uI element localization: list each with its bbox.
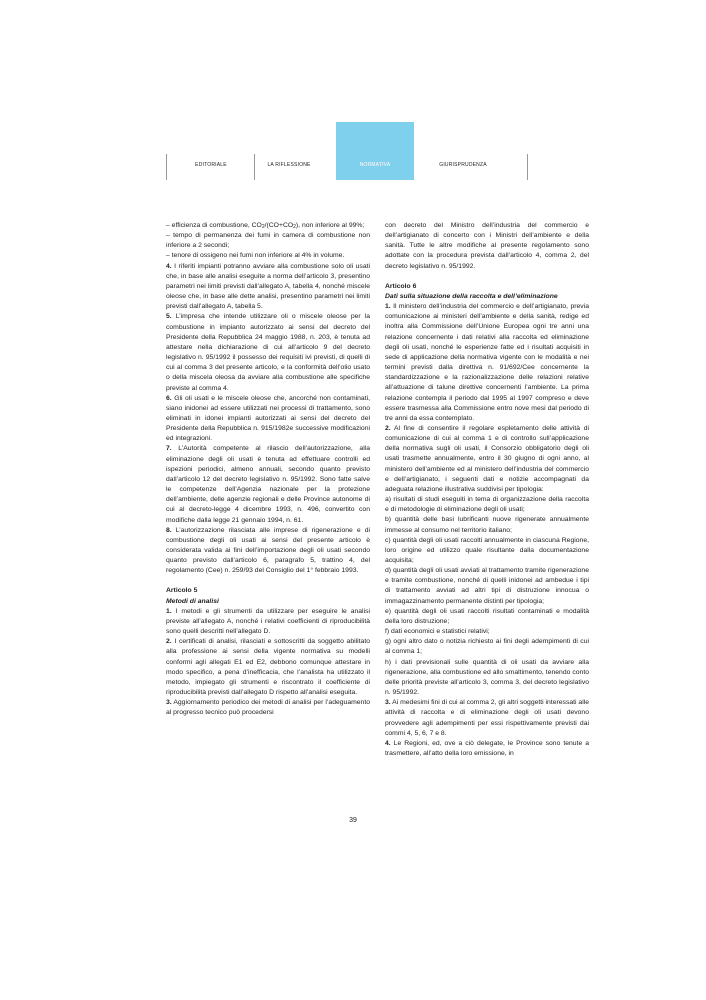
article-heading: Articolo 5	[166, 587, 198, 595]
paragraph: 2. Al fine di consentire il regolare espletamento delle attività di comunicazione di cui al comma 1 e di controllo sull’applicazione della normativa sugli oli usati, il Consorzio obbligatorio degli oli usati trasmette annualmente, entro il 30 giugno di ogni anno, al ministero dell’ambiente ed al ministero dell’industria del commercio e dell’artigianato, i seguenti dati e notizie accompagnati da adeguata relazione illustrativa suddivisi per tipologia:	[385, 424, 589, 493]
page-number: 39	[349, 817, 357, 824]
paragraph: 7. L’Autorità competente al rilascio dell’autorizzazione, alla eliminazione degli oli usati è tenuta ad effettuare controlli ed ispezioni periodici, almeno annuali, secondo quanto previsto dall’articolo 12 del decreto legislativo n. 95/1992. Sono fatte salve le competenze dell’Agenzia nazionale per la protezione dell’ambiente, delle agenzie regionali e delle Province autonome di cui al decreto-legge 4 dicembre 1993, n. 496, convertito con modifiche dalla legge 21 gennaio 1994, n. 61.	[166, 445, 370, 524]
paragraph: 2. I certificati di analisi, rilasciati e sottoscritti da soggetto abilitato alla professione ai sensi della vigente normativa su modelli conformi agli allegati E1 ed E2, debbono comunque attestare in modo specifico, a pena d’inefficacia, che l’analista ha utilizzato il metodo, impiegato gli strumenti e riscontrato il coefficiente di riproducibilità previsti dall’allegato D rispetto all’analisi eseguita.	[166, 638, 370, 697]
right-column	[385, 221, 589, 759]
paragraph: 1. I metodi e gli strumenti da utilizzare per eseguire le analisi previste all’allegato A, nonché i relativi coefficienti di riproducibilità sono quelli descritti nell’allegato D.	[166, 607, 370, 636]
paragraph: 4. I riferiti impianti potranno avviare alla combustione solo oli usati che, in base alle analisi eseguite a norma dell’articolo 3, presentino parametri nei limiti previsti dall’allegato A, tabella 4, nonché miscele oleose che, in base alle dette analisi, presentino parametri nei limiti previsti dall’allegato A, tabella 5.	[166, 262, 370, 311]
list-item: b) quantità delle basi lubrificanti nuove rigenerate annualmente immesse al consumo nel territorio italiano;	[385, 516, 589, 534]
paragraph: 3. Ai medesimi fini di cui al comma 2, gli altri soggetti interessati alle attività di raccolta e di eliminazione degli oli usati devono provvedere agli adempimenti per essi rispettivamente previsti dai commi 4, 5, 6, 7 e 8.	[385, 699, 589, 737]
list-item: c) quantità degli oli usati raccolti annualmente in ciascuna Regione, loro origine ed utilizzo quale risultante dalla documentazione acquisita;	[385, 536, 589, 564]
article-subheading: Metodi di analisi	[166, 597, 219, 605]
paragraph: 6. Gli oli usati e le miscele oleose che, ancorché non contaminati, siano inidonei ad essere utilizzati nei processi di trattamento, sono eliminati in idonei impianti autorizzati ai sensi del decreto del Presidente della Repubblica n. 915/1982e successive modificazioni ed integrazioni.	[166, 394, 370, 443]
list-item: g) ogni altro dato o notizia richiesto ai fini degli adempimenti di cui al comma 1;	[385, 638, 589, 656]
section-tabs	[166, 122, 528, 180]
left-column	[166, 221, 370, 719]
paragraph: 3. Aggiornamento periodico dei metodi di analisi per l’adeguamento al progresso tecnico può procedersi	[166, 699, 370, 717]
tab-editoriale[interactable]: EDITORIALE	[195, 162, 227, 168]
paragraph: – efficienza di combustione, $CO_2/(CO+CO_2)$, non inferiore al 99%;	[166, 222, 365, 230]
list-item: f) dati economici e statistici relativi;	[385, 628, 490, 636]
paragraph: 4. Le Regioni, ed, ove a ciò delegate, le Province sono tenute a trasmettere, all’atto della loro emissione, in	[385, 739, 589, 757]
active-tab-highlight	[336, 122, 414, 180]
paragraph: 5. L’impresa che intende utilizzare oli o miscele oleose per la combustione in impianto autorizzato ai sensi del decreto del Presidente della Repubblica 24 maggio 1988, n. 203, è tenuta ad attestare nella dichiarazione di cui all’articolo 9 del decreto legislativo n. 95/1992 il possesso dei requisiti ivi previsti, di quelli di cui al comma 3 del presente articolo, e la conformità dell’olio usato o della miscela oleosa da avviare alla combustione alle specifiche previste al comma 4.	[166, 313, 370, 392]
paragraph: 1. Il ministero dell’industria del commercio e dell’artigianato, previa comunicazione ai ministeri dell’ambiente e della sanità, redige ed inoltra alla Commissione dell’Unione Europea ogni tre anni una relazione concernente i dati relativi alla raccolta ed eliminazione degli oli usati, nonché le esperienze fatte ed i risultati acquisiti in sede di applicazione della normativa vigente con le modalità e nei termini previsti dalla direttiva n. 91/692/Cee concernente la standardizzazione e la razionalizzazione delle relazioni relative all’attuazione di talune direttive concernenti l’ambiente. La prima relazione contempla il periodo dal 1995 al 1997 compreso e deve essere trasmessa alla Commissione entro nove mesi dal periodo di tre anni da essa contemplato.	[385, 303, 589, 422]
article-heading: Articolo 6	[385, 282, 417, 290]
paragraph: 8. L’autorizzazione rilasciata alle imprese di rigenerazione e di combustione degli oli usati ai sensi del presente articolo è considerata valida ai fini dell’importazione degli oli usati secondo quanto previsto dall’articolo 6, paragrafo 5, trattino 4, del regolamento (Cee) n. 259/93 del Consiglio del 1° febbraio 1993.	[166, 526, 370, 575]
list-item: a) risultati di studi eseguiti in tema di organizzazione della raccolta e di metodologie di eliminazione degli oli usati;	[385, 496, 589, 514]
tab-la-riflessione[interactable]: LA RIFLESSIONE	[267, 162, 311, 168]
article-subheading: Dati sulla situazione della raccolta e dell’eliminazione	[385, 292, 558, 300]
tab-giurisprudenza[interactable]: GIURISPRUDENZA	[439, 162, 487, 168]
paragraph: con decreto del Ministro dell’industria del commercio e dell’artigianato di concerto con i Ministri dell’ambiente e della sanità. Tutte le altre modifiche al presente regolamento sono adottate con la procedura prevista dall’articolo 4, comma 2, del decreto legislativo n. 95/1992.	[385, 222, 589, 270]
list-item: h) i dati previsionali sulle quantità di oli usati da avviare alla rigenerazione, alla combustione ed allo smaltimento, tenendo conto delle priorità previste all’articolo 3, comma 3, del decreto legislativo n. 95/1992.	[385, 658, 589, 697]
tab-normativa[interactable]: NORMATIVA	[359, 162, 391, 168]
list-item: e) quantità degli oli usati raccolti risultati contaminati e modalità della loro distruzione;	[385, 607, 589, 625]
list-item: d) quantità degli oli usati avviati al trattamento tramite rigenerazione e tramite combustione, nonché di quelli inidonei ad ambedue i tipi di trattamento avviati ad altri tipi di distruzione innocua o immagazzinamento permanente distinti per tipologia;	[385, 567, 589, 605]
paragraph: – tempo di permanenza dei fumi in camera di combustione non inferiore a 2 secondi;	[166, 232, 370, 250]
tab-separator	[527, 154, 528, 180]
paragraph: – tenore di ossigeno nei fumi non inferiore al 4% in volume.	[166, 252, 345, 260]
